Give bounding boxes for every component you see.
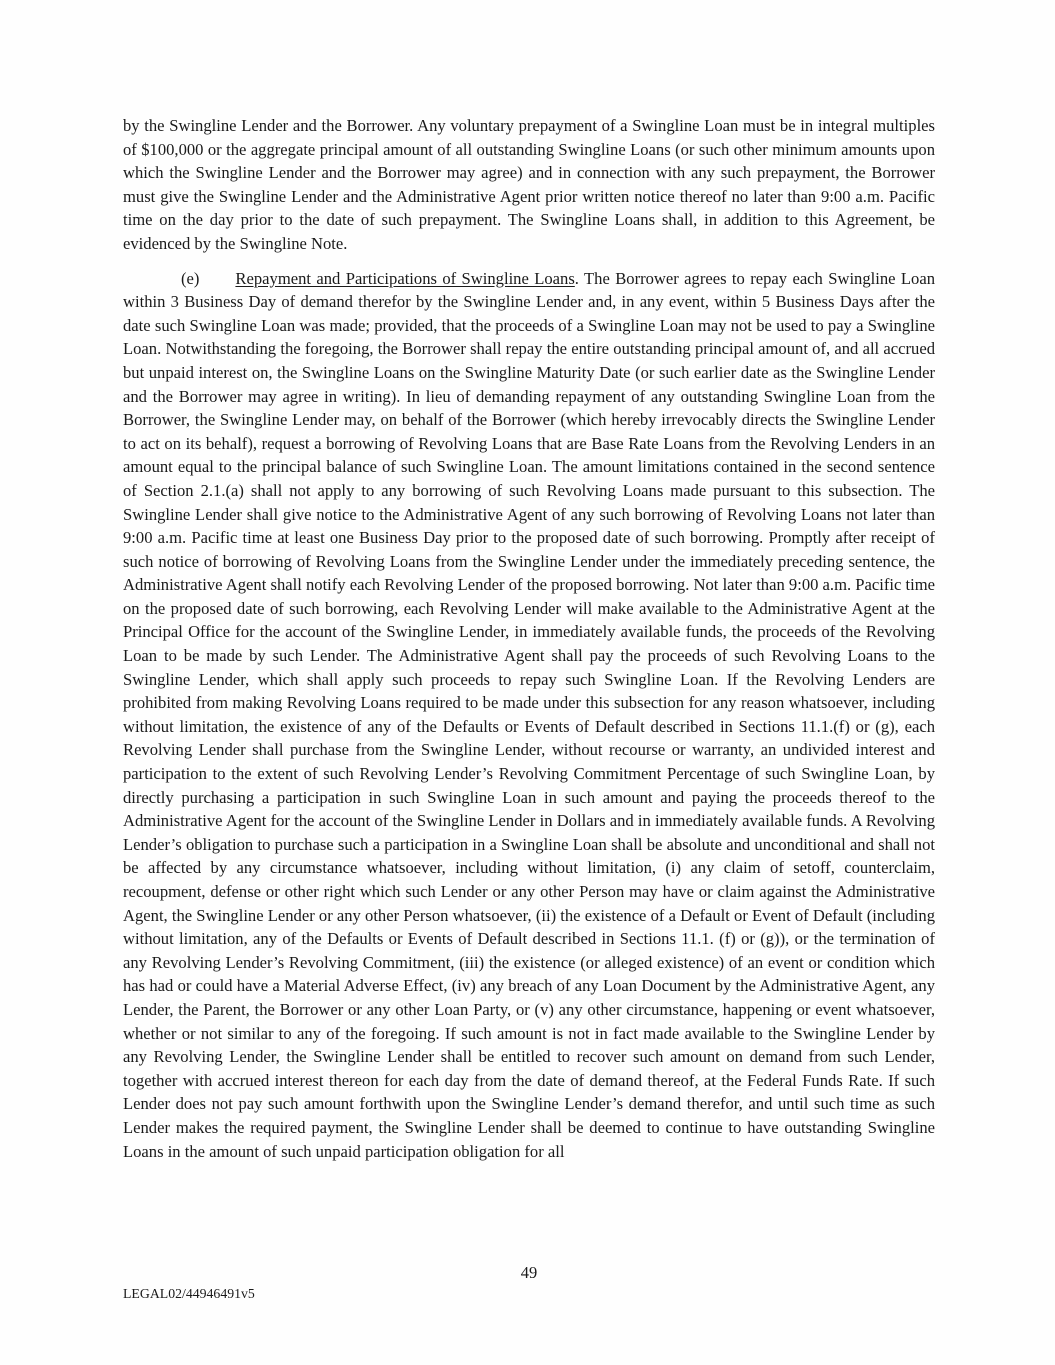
section-e-label: (e) [181,268,200,288]
paragraph-section-e [123,267,935,1164]
document-reference-number: LEGAL02/44946491v5 [123,1286,255,1301]
page-number: 49 [520,1263,538,1282]
page-body-text [123,114,935,1163]
section-e-heading: Repayment and Participations of Swingline Loans [235,268,575,288]
paragraph-swingline-prepayment: by the Swingline Lender and the Borrower. Any voluntary prepayment of a Swingline Loan must be in integral multiples of $100,000 or the aggregate principal amount of all outstanding Swingline Loans (or such other minimum amounts upon which the Swingline Lender and the Borrower may agree) and in connection with any such prepayment, the Borrower must give the Swingline Lender and the Administrative Agent prior written notice thereof no later than 9:00 a.m. Pacific time on the day prior to the date of such prepayment. The Swingline Loans shall, in addition to this Agreement, be evidenced by the Swingline Note. [123,116,935,253]
section-e-text: . The Borrower agrees to repay each Swingline Loan within 3 Business Day of demand therefor by the Swingline Lender and, in any event, within 5 Business Days after the date such Swingline Loan was made; provided, that the proceeds of a Swingline Loan may not be used to pay a Swingline Loan. Notwithstanding the foregoing, the Borrower shall repay the entire outstanding principal amount of, and all accrued but unpaid interest on, the Swingline Loans on the Swingline Maturity Date (or such earlier date as the Swingline Lender and the Borrower may agree in writing). In lieu of demanding repayment of any outstanding Swingline Loan from the Borrower, the Swingline Lender may, on behalf of the Borrower (which hereby irrevocably directs the Swingline Lender to act on its behalf), request a borrowing of Revolving Loans that are Base Rate Loans from the Revolving Lenders in an amount equal to the principal balance of such Swingline Loan. The amount limitations contained in the second sentence of Section 2.1.(a) shall not apply to any borrowing of such Revolving Loans made pursuant to this subsection. The Swingline Lender shall give notice to the Administrative Agent of any such borrowing of Revolving Loans not later than 9:00 a.m. Pacific time at least one Business Day prior to the proposed date of such borrowing. Promptly after receipt of such notice of borrowing of Revolving Loans from the Swingline Lender under the immediately preceding sentence, the Administrative Agent shall notify each Revolving Lender of the proposed borrowing. Not later than 9:00 a.m. Pacific time on the proposed date of such borrowing, each Revolving Lender will make available to the Administrative Agent at the Principal Office for the account of the Swingline Lender, in immediately available funds, the proceeds of the Revolving Loan to be made by such Lender. The Administrative Agent shall pay the proceeds of such Revolving Loans to the Swingline Lender, which shall apply such proceeds to repay such Swingline Loan. If the Revolving Lenders are prohibited from making Revolving Loans required to be made under this subsection for any reason whatsoever, including without limitation, the existence of any of the Defaults or Events of Default described in Sections 11.1.(f) or (g), each Revolving Lender shall purchase from the Swingline Lender, without recourse or warranty, an undivided interest and participation to the extent of such Revolving Lender’s Revolving Commitment Percentage of such Swingline Loan, by directly purchasing a participation in such Swingline Loan in such amount and paying the proceeds thereof to the Administrative Agent for the account of the Swingline Lender in Dollars and in immediately available funds. A Revolving Lender’s obligation to purchase such a participation in a Swingline Loan shall be absolute and unconditional and shall not be affected by any circumstance whatsoever, including without limitation, (i) any claim of setoff, counterclaim, recoupment, defense or other right which such Lender or any other Person may have or claim against the Administrative Agent, the Swingline Lender or any other Person whatsoever, (ii) the existence of a Default or Event of Default (including without limitation, any of the Defaults or Events of Default described in Sections 11.1. (f) or (g)), or the termination of any Revolving Lender’s Revolving Commitment, (iii) the existence (or alleged existence) of an event or condition which has had or could have a Material Adverse Effect, (iv) any breach of any Loan Document by the Administrative Agent, any Lender, the Parent, the Borrower or any other Loan Party, or (v) any other circumstance, happening or event whatsoever, whether or not similar to any of the foregoing. If such amount is not in fact made available to the Swingline Lender by any Revolving Lender, the Swingline Lender shall be entitled to recover such amount on demand from such Lender, together with accrued interest thereon for each day from the date of demand thereof, at the Federal Funds Rate. If such Lender does not pay such amount forthwith upon the Swingline Lender’s demand therefor, and until such time as such Lender makes the required payment, the Swingline Lender shall be deemed to continue to have outstanding Swingline Loans in the amount of such unpaid participation obligation for all [123,268,936,1161]
